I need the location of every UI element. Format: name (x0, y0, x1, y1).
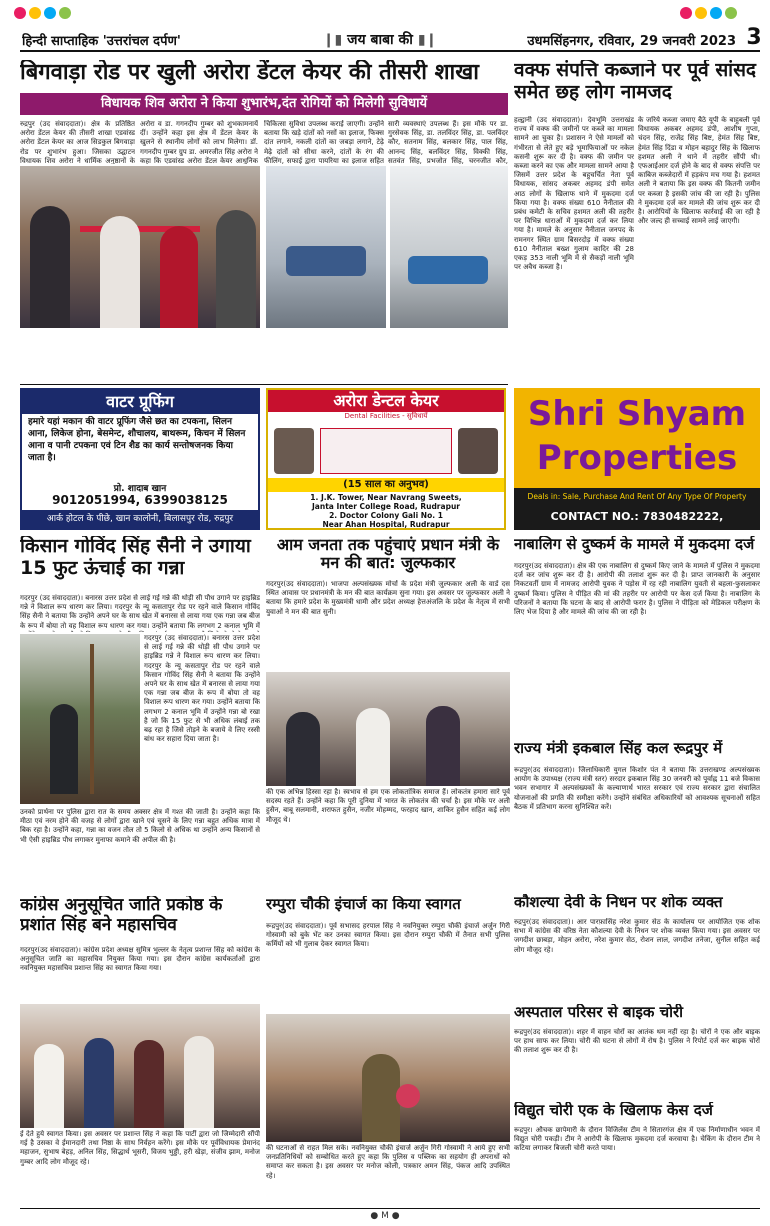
story5-body: गदरपुर(उद संवाददाता)। क्षेत्र की एक नाबालिग से दुष्कर्म किए जाने के मामले में पुलिस ने मुकदमा दर्ज कर जांच शुरू कर दी है। आरोपी की तलाश शुरू कर दी है। प्राप्त जानकारी के अनुसार निकटवर्ती ग्राम में नामजद आरोपी युवक ने पड़ोस में रह रही नाबालिग युवती से बहला-फुसलाकर दुष्कर्म किया। पुलिस ने पीड़ित की मां की तहरीर पर आरोपी पर केस दर्ज किया है। नाबालिग के परिजनों ने बताया कि घटना के बाद से आरोपी फरार है। पुलिस ने पीड़िता को मेडिकल परीक्षण के लिए भेज दिया है और मामले की जांच की जा रही है। (514, 562, 760, 617)
story9-headline: कौशल्या देवी के निधन पर शोक व्यक्त (514, 894, 723, 911)
story10-headline: अस्पताल परिसर से बाइक चोरी (514, 1004, 684, 1021)
issue-date: उधमसिंहनगर, रविवार, 29 जनवरी 2023 (527, 34, 736, 49)
story3-headline: किसान गोविंद सिंह सैनी ने उगाया 15 फुट ऊंचाई का गन्ना (20, 536, 251, 579)
inauguration-photo (20, 166, 260, 328)
person-2 (100, 216, 140, 328)
page-number: 3 (746, 25, 762, 50)
color-dots-left (14, 4, 104, 20)
dental-chair-2 (408, 256, 488, 284)
story2-body: हल्द्वानी (उद संवाददाता)। देवभूमि उत्तराखंड राज्य में वक्फ की जमीनों पर कब्जे का मामला सामने आ चुका है। प्रशासन ने ऐसे मामलों को गंभीरता से लेते हुए बड़े भूमाफियाओं पर नकेल कसनी शुरू कर दी है। वक्फ की जमीन पर कब्जा करने का एक और मामला सामने आया है जिसमें उत्तर प्रदेश के बहुचर्चित नेता पूर्व विधायक, सांसद अकबर अहमद डंपी समेत आठ लोगों के खिलाफ थाने में मुकदमा दर्ज किया गया है। वक्फ संख्या 610 नैनीताल की प्रबंध कमेटी के सचिव हशमत अली की तहरीर पर विभिन्न धाराओं में मुकदमा दर्ज कर लिया गया है। मामले के अनुसार नैनीताल जनपद के रामनगर स्थित ग्राम बिसरदोड़ में वक्फ संख्या 610 नैनीताल बख्श गुलाम कादिर की 28 एकड़ 353 नाली भूमि में से सैकड़ों नाली भूमि पर अवैध कब्जा है। (514, 116, 634, 272)
story7-body2: ई देते हुये स्वागत किया। इस अवसर पर प्रशान्त सिंह ने कहा कि पार्टी द्वारा जो जिम्मेदारी सौंपी गई है उसका वे ईमानदारी तथा निष्ठा के साथ निर्वहन करेंगे। इस मौके पर पूर्वविधायक प्रेमानंद महाजन, सुभाष बेहड़, अनिल सिंह, सिद्धार्थ भूसरी, विजय भुड्डी, हरी खेड़ा, संजीव झाम, मनोज गुम्बर आदि लोग मौजूद रहे। (20, 1130, 260, 1166)
story8-body: रूद्रपुर(उद संवाददाता)। पूर्व सभासद हरपाल सिंह ने नवनियुक्त रम्पुरा चौकी इंचार्ज अर्जुन गिरी गोस्वामी को बुके भेंट कर उनका स्वागत किया। इस दौरान रम्पुरा चौकी में तैनात सभी पुलिस कर्मियों को भी गुलाब देकर स्वागत किया। (266, 922, 510, 949)
doctor-photo-left (274, 428, 314, 474)
person-1 (30, 206, 70, 328)
police-welcome-photo (266, 1014, 510, 1142)
waterproofing-ad (20, 388, 260, 530)
doctor-photo-right (458, 428, 498, 474)
story11-body: रूद्रपुर। औचक छापेमारी के दौरान विजिलेंस टीम ने सितारगंज क्षेत्र में एक निर्माणाधीन भवन में विद्युत चोरी पकड़ी। टीम ने आरोपी के खिलाफ मुकदमा दर्ज करवाया है। चेकिंग के दौरान टीम ने कटिया लगाकर बिजली चोरी करते पाया। (514, 1126, 760, 1153)
dental-address-4: Near Ahan Hospital, Rudrapur (322, 520, 450, 529)
story4-body2: की एक अभिन्न हिस्सा रहा है। स्वभाव से हम एक लोकतांत्रिक समाज हैं। लोकतंत्र हमारा सारे पूर्व सदस्य रहते हैं। उन्होंने कहा कि पूरी दुनिया में भारत के लोकतंत्र की चर्चा है। इस मौके पर अली हुसैन, बाबू सलमानी, शराफत हुसैन, नजीर मोहम्मद, फरहाद खान, शाकिर हुसैन सहित कई लोग मौजूद थे। (266, 788, 510, 824)
story1-col3: चिकित्सा सुविधा उपलब्ध कराई जाएगी। उन्होंने बताया कि खड़े दांतों को नसों का इलाज, फिक्स दांत लगाने, नकली दांतों का जबड़ा लगाने, टेढ़े मेढ़े दांतों को सीधा करने, दांतों के रंग की फीलिंग, सफाई द्वारा पायरिया का इलाज सहित (264, 120, 384, 164)
tagline-text: जय बाबा की (347, 32, 413, 48)
dental-experience: (15 साल का अनुभव) (268, 478, 504, 492)
dental-chair (286, 246, 366, 276)
dental-facilities: Dental Facilities - सुविधायें (344, 412, 428, 420)
dental-services-box (320, 428, 452, 474)
story4-body: गदरपुर(उद संवाददाता)। भाजपा अल्पसंख्यक मोर्चा के प्रदेश मंत्री जुल्फकार अली के वार्ड दस स्थित आवास पर प्रधानमंत्री के मन की बात कार्यक्रम सुना गया। इस अवसर पर जुल्फकार अली ने बताया कि हमारे प्रदेश के मुख्यमंत्री धामी और प्रदेश अध्यक्ष हेत्तअंजलि के प्रदेश के नेतृत्व में सभी युवाओं ने मन की बात सुनी। (266, 580, 510, 616)
waterproofing-name: प्रो. शादाब खान (113, 484, 167, 493)
officer-figure (362, 1054, 400, 1142)
seated-person-2 (356, 708, 390, 786)
color-dots-right (680, 4, 770, 20)
header-bar (0, 0, 770, 52)
header-rule (20, 50, 760, 52)
property-tagline: Deals in: Sale, Purchase And Rent Of Any Type Of Property (527, 492, 747, 501)
property-ad (514, 388, 760, 530)
footer-rule (20, 1208, 760, 1209)
cane-stalk (90, 644, 94, 794)
story3-body-side: गदरपुर (उद संवाददाता)। बनारस उत्तर प्रदेश से लाई गई गन्ने की थोड़ी सी पौध उगाने पर हाइब्रिड गन्ने ने विशाल रूप धारण कर लिया। गदरपुर के न्यू कसतापुर रोड पर रहने वाले किसान गोविंद सिंह सैनी ने बताया कि उन्होंने अपने घर के साथ खेत में बनारस से लाया गया एक गन्ना जब बीज के रूप में बोया तो वह विशाल रूप धारण कर गया। उन्होंने बताया कि लगभग 2 कनाल भूमि में उन्होंने गन्ना बो रखा है जो कि 15 फुट से भी अधिक लंबाई तक बढ़ रहा है जिसे तोड़ने के बजाये वे लिए रस्सी बांध कर सहारा दिया जाता है। (144, 634, 260, 744)
seated-person-3 (426, 706, 460, 786)
dental-ad-title: अरोरा डेन्टल केयर (268, 390, 504, 412)
story10-body: रूद्रपुर(उद संवाददाता)। शहर में वाहन चोरों का आतंक थम नहीं रहा है। चोरों ने एक और बाइक पर हाथ साफ कर लिया। चोरी की घटना से लोगों में रोष है। पुलिस ने रिपोर्ट दर्ज कर बाइक चोरों की तलाश शुरू कर दी है। (514, 1028, 760, 1055)
story6-body: रूद्रपुर(उद संवाददाता)। जिलाधिकारी युगल किशोर पंत ने बताया कि उत्तराखण्ड अल्पसंख्यक आयोग के उपाध्यक्ष (राज्य मंत्री स्तर) सरदार इकबाल सिंह 30 जनवरी को पूर्वाह्न 11 बजे विकास भवन सभागार में अल्पसंख्यकों के कल्याणार्थ भारत सरकार एवं राज्य सरकार द्वारा संचालित योजनाओं की प्रगति की समीक्षा करेंगे। उन्होंने संबंधित अधिकारियों को आवश्यक सूचनाओं सहित बैठक में प्रतिभाग करना सुनिश्चित करें। (514, 766, 760, 811)
waterproofing-address: आर्क होटल के पीछे, खान कालोनी, बिलासपुर रोड, रुद्रपुर (22, 510, 258, 528)
sugarcane-photo (20, 634, 140, 804)
group-person-1 (34, 1044, 64, 1128)
clinic-photo-2 (390, 166, 508, 328)
paper-name: हिन्दी साप्ताहिक 'उत्तरांचल दर्पण' (22, 34, 181, 49)
story5-headline: नाबालिग से दुष्कर्म के मामले में मुकदमा दर्ज (514, 536, 755, 553)
congress-photo (20, 1004, 260, 1128)
group-person-3 (134, 1040, 164, 1128)
person-4 (216, 210, 256, 328)
story3-body: गदरपुर (उद संवाददाता)। बनारस उत्तर प्रदेश से लाई गई गन्ने की थोड़ी सी पौध उगाने पर हाइब्रिड गन्ने ने विशाल रूप धारण कर लिया। गदरपुर के न्यू कसतापुर रोड पर रहने वाले किसान गोविंद सिंह सैनी ने बताया कि उन्होंने अपने घर के साथ खेत में बनारस से लाया गया एक गन्ना जब बीज के रूप में बोया तो वह विशाल रूप धारण कर गया। उन्होंने बताया कि लगभग 2 कनाल भूमि में (20, 594, 260, 630)
dental-address-1: 1. J.K. Tower, Near Navrang Sweets, (310, 493, 462, 502)
property-line2: Properties (536, 438, 738, 478)
story11-headline: विद्युत चोरी एक के खिलाफ केस दर्ज (514, 1102, 713, 1119)
footer-mark: ● M ● (370, 1211, 400, 1221)
story1-subhead: विधायक शिव अरोरा ने किया शुभारंभ,दंत रोगियों को मिलेगी सुविधायें (20, 93, 508, 115)
seated-person-1 (286, 712, 320, 786)
clinic-photo (266, 166, 386, 328)
story1-col4: सारी व्यवस्थाएं उपलब्ध हैं। इस मौके पर डा. गुरसेवक सिंह, डा. तलविंदर सिंह, डा. पलविंदर कौर, सतनाम सिंह, बलकार सिंह, पाल सिंह, आनन्द सिंह, बलविंदर सिंह, विक्की सिंह, सतवंत सिंह, प्रभजोत सिंह, चरनजीत कौर, (388, 120, 508, 164)
meeting-photo (266, 672, 510, 786)
story7-body: गदरपुर(उद संवाददाता)। कांग्रेस प्रदेश अध्यक्ष सुमित्र भुल्लर के नेतृत्व प्रशान्त सिंह को कांग्रेस के अनुसूचित जाति का महासचिव नियुक्त किया गया। इस दौरान कांग्रेस कार्यकर्ताओं द्वारा नवनियुक्त महासचिव प्रशान्त सिंह का स्वागत किया गया। (20, 946, 260, 973)
person-3 (160, 226, 198, 328)
bouquet-shape (396, 1084, 420, 1108)
group-person-4 (184, 1036, 214, 1128)
story2-headline: वक्फ संपत्ति कब्जाने पर पूर्व सांसद समेत छह लोग नामजद (514, 60, 757, 103)
story4-headline: आम जनता तक पहुंचाएं प्रधान मंत्री के मन की बात: जुल्फकार (276, 536, 500, 573)
property-line1: Shri Shyam (527, 394, 747, 434)
property-contact: CONTACT NO.: 7830482222, (550, 510, 724, 523)
story2-body2: के जरिये कब्जा जमाए बैठे यूपी के बाहुबली पूर्व विधायक अकबर अहमद डंपी, आशीष गुप्ता, चंदन सिंह, राजेंद्र सिंह बिष्ट, हेमंत सिंह बिष्ट, हेमंत सिंह दिंडा व मोहन बहादुर सिंह के खिलाफ हशमत अली ने थाने में तहरीर सौंपी थी। एफआईआर दर्ज होने के बाद से वक्फ संपत्ति पर काबिज कब्जेदारों में हड़कंप मच गया है। हशमत अली ने बताया कि इस वक्फ की कितनी जमीन पर कब्जा है इसकी जांच की जा रही है। पुलिस ने मुकदमा दर्ज कर मामले की जांच शुरू कर दी है। आरोपियों के खिलाफ कार्रवाई की जा रही है और जल्द ही सच्चाई सामने लाई जाएगी। (638, 116, 760, 226)
waterproofing-phone: 9012051994, 6399038125 (52, 493, 228, 507)
farmer-figure (50, 704, 78, 794)
dental-address-3: 2. Doctor Colony Gali No. 1 (329, 511, 443, 520)
waterproofing-title: वाटर प्रूफिंग (22, 390, 258, 414)
story9-body: रुद्रपुर(उद संवाददाता)। आर पारफ़ासिंह नरेश कुमार सेठ के कार्यालय पर आयोजित एक शोक सभा में कांग्रेस की वरिष्ठ नेता कौशल्या देवी के निधन पर शोक व्यक्त किया गया। इस अवसर पर जगदीश छाबड़ा, मोहन अरोरा, नरेश कुमार सेठ, रोशन लाल, जगदीश तनेजा, सुनील सहित कई लोग मौजूद रहे। (514, 918, 760, 954)
story8-headline: रम्पुरा चौकी इंचार्ज का किया स्वागत (266, 896, 461, 913)
group-person-2 (84, 1038, 114, 1128)
story1-rule (20, 384, 508, 385)
paper-tagline: ❙▮ जय बाबा की ▮❙ (322, 32, 438, 48)
story7-headline: कांग्रेस अनुसूचित जाति प्रकोष्ठ के प्रशांत सिंह बने महासचिव (20, 896, 223, 935)
story3-body2: उनको प्रार्थना पर पुलिस द्वारा रात के समय अक्सर क्षेत्र में गश्त की जाती है। उन्होंने कहा कि मीठा एवं नरम होने की वजह से लोगों द्वारा खाने एवं चूसने के लिए गन्ना बहुत अधिक मात्रा में बिक रहा है। उन्होंने कहा, गन्ना का वजन तौल तो 5 किलो से अधिक था उन्होंने अन्य किसानों से भी ऐसी हाइब्रिड पौध लगाकर मुनाफा कमाने की अपील की है। (20, 808, 260, 844)
story8-body2: की घटनाओं से राहत मिल सके। नवनियुक्त चौकी इंचार्ज अर्जुन गिरी गोस्वामी ने आये हुए सभी जनप्रतिनिधियों को सम्बोधित करते हुए कहा कि पुलिस व पब्लिक का सहयोग ही अपराधों को समाप्त कर सकता है। इस अवसर पर मनोज कोली, पत्रकार अमन सिंह, पंकज आदि उपस्थित रहे। (266, 1144, 510, 1180)
story6-headline: राज्य मंत्री इकबाल सिंह कल रूद्रपुर में (514, 740, 723, 757)
waterproofing-body: हमारे यहां मकान की वाटर प्रूफिंग जैसे छत का टपकना, सिलन आना, लिकेज होना, बेसमेन्ट, शौचालय, बाथरूम, किचन में सिलन आना व पानी टपकना एवं टिन शैड का कार्य सन्तोषजनक किया जाता है। (28, 417, 246, 463)
dental-address-2: Janta Inter College Road, Rudrapur (312, 502, 460, 511)
story1-headline: बिगवाड़ा रोड पर खुली अरोरा डेंटल केयर की तीसरी शाखा (20, 60, 479, 85)
dental-ad (266, 388, 506, 530)
story1-col1: रुद्रपुर (उद संवाददाता)। क्षेत्र के प्रतिष्ठित अरोरा डेंटल केयर की तीसरी शाखा एडवांस्ड अरोरा डेंटल केयर का आज सिडकुल बिगवाड़ा रोड पर शुभारंभ हुआ। जिसका उद्घाटन विधायक शिव अरोरा ने धार्मिक अनुष्ठानों के (20, 120, 135, 164)
story1-col2: अरोरा व डा. गगनदीप गुम्बर को शुभकामनायें दीं। उन्होंने कहा इस क्षेत्र में डेंटल केयर के खुलने से स्थानीय लोगों को लाभ मिलेगा। डॉ. गगनदीप गुम्बर ग्रुप डा. अमरजीत सिंह अरोरा ने कहा कि एडवांस्ड अरोरा डेंटल केयर आधुनिक (140, 120, 258, 164)
